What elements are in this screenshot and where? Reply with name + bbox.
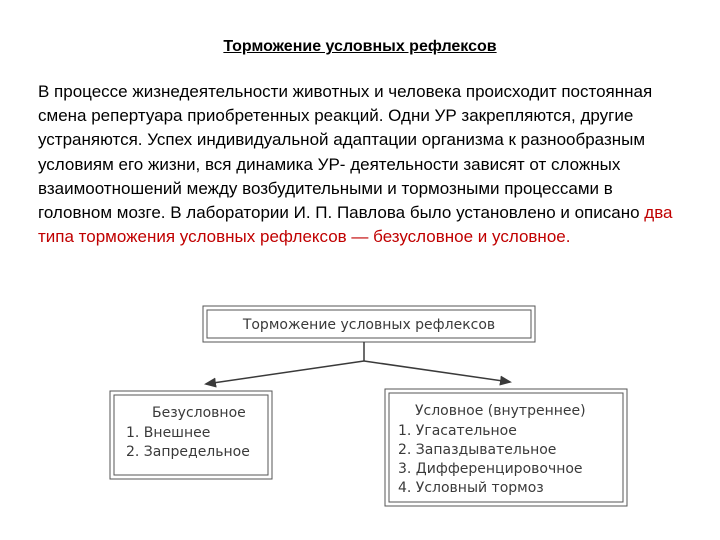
right-box-title: Условное (внутреннее) [415, 403, 586, 419]
right-box [385, 389, 627, 506]
right-item: 4. Условный тормоз [398, 480, 544, 496]
paragraph-text: В процессе жизнедеятельности животных и человека происходит постоянная смена репертуара приобретенных реакций. Одни УР закрепляются, другие устраняются. Успех индивидуальной адаптации организма к разнообразным условиям его жизни, вся динамика УР- деятельности зависят от сложных взаимоотношений между возбудительными и тормозными процессами в головном мозге. В лаборатории И. П. Павлова было установлено и описано [38, 82, 653, 223]
connectors [206, 342, 510, 384]
top-box [203, 306, 535, 342]
right-item: 2. Запаздывательное [398, 442, 557, 458]
left-box-title: Безусловное [152, 405, 246, 421]
left-item: 1. Внешнее [126, 425, 211, 441]
slide-title: Торможение условных рефлексов [223, 38, 497, 55]
right-item: 1. Угасательное [398, 423, 517, 439]
right-item: 3. Дифференцировочное [398, 461, 583, 477]
arrow-right [364, 361, 510, 382]
left-item: 2. Запредельное [126, 444, 250, 460]
paragraph-highlight: два типа торможения условных рефлексов — безусловное и условное. [38, 203, 673, 247]
arrow-left [206, 361, 364, 384]
left-box [110, 391, 272, 479]
top-box-label: Торможение условных рефлексов [242, 317, 496, 333]
